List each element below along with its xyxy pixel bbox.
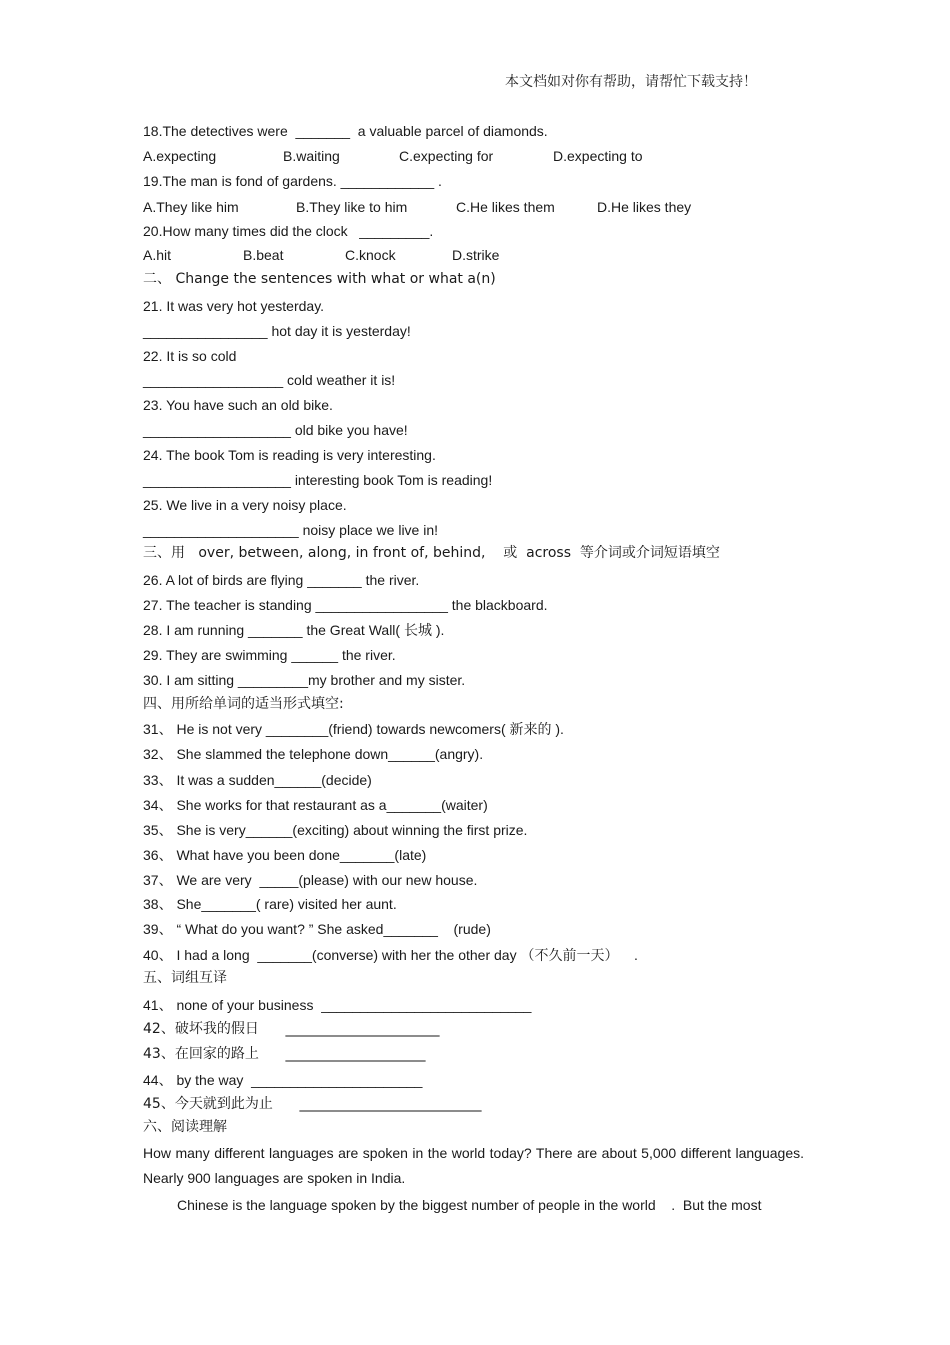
section-4-line: 31、 He is not very ________(friend) towards newcomers( 新来的 ). <box>143 721 564 737</box>
section-3-line: 30. I am sitting _________my brother and my sister. <box>143 672 466 688</box>
reading-paragraph-1: How many different languages are spoken in the world today? There are about 5,000 different languages. Nearly 900 languages are spoken in India. <box>143 1145 804 1186</box>
section-4-line: 39、 “ What do you want? ” She asked_______ (rude) <box>143 921 491 937</box>
option-20-c: C.knock <box>345 247 396 263</box>
section-3-title: 三、用 over, between, along, in front of, behind, 或 across 等介词或介词短语填空 <box>143 545 720 561</box>
option-18-c: C.expecting for <box>399 148 494 164</box>
option-19-b: B.They like to him <box>296 199 408 215</box>
section-5-line: 43、在回家的路上 ____________________ <box>143 1046 426 1062</box>
option-19-c: C.He likes them <box>456 199 555 215</box>
section-3-line: 29. They are swimming ______ the river. <box>143 647 396 663</box>
section-4-line: 34、 She works for that restaurant as a_______(waiter) <box>143 797 488 813</box>
section-4-line: 32、 She slammed the telephone down______(angry). <box>143 746 484 762</box>
section-4-title: 四、用所给单词的适当形式填空: <box>143 696 344 712</box>
option-18-b: B.waiting <box>283 148 340 164</box>
section-2-line: 22. It is so cold <box>143 348 237 364</box>
page-header-note: 本文档如对你有帮助，请帮忙下载支持！ <box>505 74 757 90</box>
section-3-line: 26. A lot of birds are flying _______ the river. <box>143 572 420 588</box>
section-3-line: 28. I am running _______ the Great Wall( 长城 ). <box>143 622 445 638</box>
section-2-line: ____________________ noisy place we live in! <box>143 522 439 538</box>
section-3-line: 27. The teacher is standing _________________ the blackboard. <box>143 597 548 613</box>
option-19-a: A.They like him <box>143 199 239 215</box>
section-2-line: ___________________ old bike you have! <box>143 422 408 438</box>
option-20-a: A.hit <box>143 247 172 263</box>
section-5-line: 42、破坏我的假日 ______________________ <box>143 1021 440 1037</box>
section-2-line: __________________ cold weather it is! <box>143 372 396 388</box>
section-4-line: 36、 What have you been done_______(late) <box>143 847 427 863</box>
section-5-line: 41、 none of your business ___________________________ <box>143 997 532 1013</box>
section-4-line: 33、 It was a sudden______(decide) <box>143 772 372 788</box>
option-20-b: B.beat <box>243 247 284 263</box>
section-6-title: 六、阅读理解 <box>143 1119 227 1135</box>
section-2-line: 24. The book Tom is reading is very interesting. <box>143 447 436 463</box>
option-20-d: D.strike <box>452 247 500 263</box>
section-2-line: ___________________ interesting book Tom is reading! <box>143 472 493 488</box>
question-18: 18.The detectives were _______ a valuable parcel of diamonds. <box>143 123 548 139</box>
option-18-d: D.expecting to <box>553 148 643 164</box>
reading-paragraph-2: Chinese is the language spoken by the biggest number of people in the world . But the most <box>177 1197 762 1213</box>
section-2-line: 21. It was very hot yesterday. <box>143 298 325 314</box>
section-5-line: 44、 by the way ______________________ <box>143 1072 423 1088</box>
question-19: 19.The man is fond of gardens. ____________ . <box>143 173 442 189</box>
section-4-line: 37、 We are very _____(please) with our new house. <box>143 872 478 888</box>
section-4-line: 35、 She is very______(exciting) about winning the first prize. <box>143 822 528 838</box>
section-2-line: ________________ hot day it is yesterday! <box>143 323 411 339</box>
section-5-line: 45、今天就到此为止 __________________________ <box>143 1096 482 1112</box>
option-19-d: D.He likes they <box>597 199 692 215</box>
section-4-line: 38、 She_______( rare) visited her aunt. <box>143 896 397 912</box>
section-2-line: 23. You have such an old bike. <box>143 397 333 413</box>
section-2-line: 25. We live in a very noisy place. <box>143 497 347 513</box>
section-2-title: 二、 Change the sentences with what or what a(n) <box>143 271 496 287</box>
option-18-a: A.expecting <box>143 148 217 164</box>
section-5-title: 五、词组互译 <box>143 970 227 986</box>
section-4-line: 40、 I had a long _______(converse) with her the other day （不久前一天） . <box>143 947 638 963</box>
question-20: 20.How many times did the clock _________. <box>143 223 434 239</box>
